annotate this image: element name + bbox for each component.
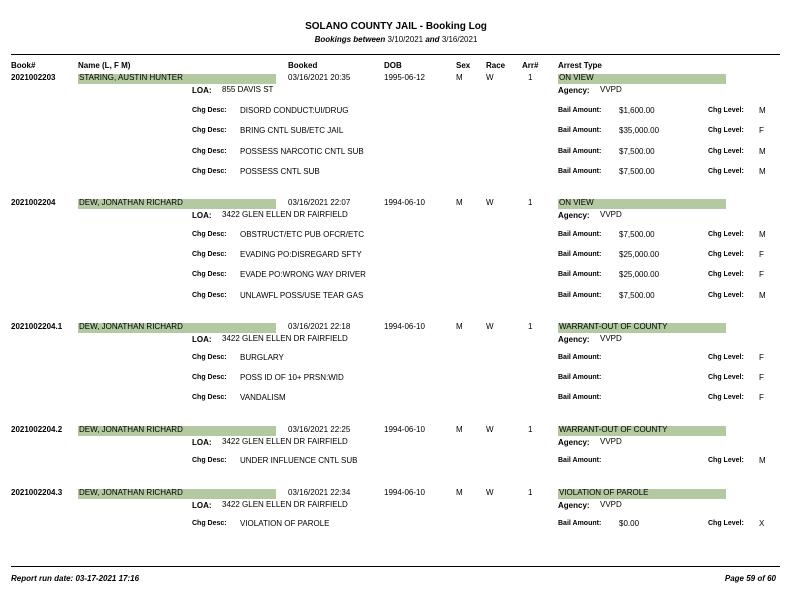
subtitle-prefix: Bookings between [314,35,386,44]
chg-level-value: F [759,250,764,259]
chg-level-label: Chg Level: [708,374,744,381]
chg-desc-label: Chg Desc: [192,374,227,381]
chg-level-label: Chg Level: [708,394,744,401]
bail-amount-value: $0.00 [619,519,640,528]
chg-desc-label: Chg Desc: [192,354,227,361]
chg-level-value: M [759,167,766,176]
booked-datetime: 03/16/2021 22:07 [288,198,351,207]
chg-level-label: Chg Level: [708,271,744,278]
header-divider [11,54,780,55]
loa-label: LOA: [192,438,212,447]
bail-amount-label: Bail Amount: [558,168,602,175]
inmate-name: DEW, JONATHAN RICHARD [79,198,183,207]
arrest-type: VIOLATION OF PAROLE [559,488,649,497]
bail-amount-label: Bail Amount: [558,107,602,114]
agency-value: VVPD [600,500,622,509]
arrest-type: WARRANT-OUT OF COUNTY [559,322,668,331]
chg-desc-value: BRING CNTL SUB/ETC JAIL [240,126,344,135]
bail-amount-value: $25,000.00 [619,270,660,279]
chg-desc-label: Chg Desc: [192,251,227,258]
chg-level-label: Chg Level: [708,520,744,527]
chg-level-value: M [759,230,766,239]
agency-value: VVPD [600,210,622,219]
agency-value: VVPD [600,437,622,446]
chg-desc-value: POSSESS CNTL SUB [240,167,320,176]
loa-label: LOA: [192,335,212,344]
chg-level-label: Chg Level: [708,168,744,175]
chg-desc-value: UNLAWFL POSS/USE TEAR GAS [240,291,364,300]
chg-level-label: Chg Level: [708,251,744,258]
race: W [486,198,494,207]
chg-level-value: M [759,106,766,115]
arrest-type: ON VIEW [559,73,594,82]
chg-desc-label: Chg Desc: [192,107,227,114]
bail-amount-value: $35,000.00 [619,126,660,135]
bail-amount-label: Bail Amount: [558,127,602,134]
sex: M [456,425,463,434]
chg-desc-value: DISORD CONDUCT:UI/DRUG [240,106,349,115]
book-number: 2021002204.2 [11,425,63,434]
arrest-type: ON VIEW [559,198,594,207]
bail-amount-value: $7,500.00 [619,230,655,239]
bail-amount-label: Bail Amount: [558,251,602,258]
chg-level-value: F [759,126,764,135]
col-sex: Sex [456,61,471,70]
chg-desc-label: Chg Desc: [192,231,227,238]
booked-datetime: 03/16/2021 22:18 [288,322,351,331]
chg-desc-value: VANDALISM [240,393,286,402]
booked-datetime: 03/16/2021 22:25 [288,425,351,434]
page-number: Page 59 of 60 [724,574,776,583]
bail-amount-value: $7,500.00 [619,167,655,176]
chg-level-label: Chg Level: [708,354,744,361]
dob: 1994-06-10 [384,425,425,434]
chg-desc-value: POSS ID OF 10+ PRSN:WID [240,373,344,382]
arrest-type: WARRANT-OUT OF COUNTY [559,425,668,434]
bail-amount-label: Bail Amount: [558,520,602,527]
arrest-number: 1 [528,73,533,82]
chg-desc-value: EVADING PO:DISREGARD SFTY [240,250,362,259]
bail-amount-value: $7,500.00 [619,291,655,300]
bail-amount-value: $7,500.00 [619,147,655,156]
race: W [486,488,494,497]
dob: 1994-06-10 [384,488,425,497]
bail-amount-label: Bail Amount: [558,354,602,361]
loa-value: 3422 GLEN ELLEN DR FAIRFIELD [222,334,348,343]
dob: 1995-06-12 [384,73,425,82]
chg-desc-label: Chg Desc: [192,168,227,175]
dob: 1994-06-10 [384,322,425,331]
sex: M [456,73,463,82]
subtitle-and: and [425,35,440,44]
race: W [486,322,494,331]
agency-value: VVPD [600,334,622,343]
loa-value: 3422 GLEN ELLEN DR FAIRFIELD [222,500,348,509]
booked-datetime: 03/16/2021 20:35 [288,73,351,82]
loa-value: 3422 GLEN ELLEN DR FAIRFIELD [222,210,348,219]
chg-level-value: F [759,393,764,402]
chg-desc-label: Chg Desc: [192,520,227,527]
chg-level-value: X [759,519,765,528]
dob: 1994-06-10 [384,198,425,207]
chg-desc-value: VIOLATION OF PAROLE [240,519,330,528]
chg-level-value: F [759,270,764,279]
chg-level-label: Chg Level: [708,457,744,464]
chg-desc-value: POSSESS NARCOTIC CNTL SUB [240,147,364,156]
bail-amount-label: Bail Amount: [558,148,602,155]
inmate-name: DEW, JONATHAN RICHARD [79,322,183,331]
arrest-number: 1 [528,425,533,434]
col-booked: Booked [288,61,318,70]
start-date: 3/10/2021 [387,35,424,44]
col-dob: DOB [384,61,402,70]
loa-value: 3422 GLEN ELLEN DR FAIRFIELD [222,437,348,446]
report-subtitle [0,35,792,44]
col-arr: Arr# [522,61,539,70]
chg-desc-label: Chg Desc: [192,394,227,401]
chg-level-label: Chg Level: [708,292,744,299]
book-number: 2021002204 [11,198,56,207]
chg-desc-value: BURGLARY [240,353,284,362]
chg-level-label: Chg Level: [708,107,744,114]
col-book: Book# [11,61,36,70]
report-title: SOLANO COUNTY JAIL - Booking Log [305,21,487,32]
bail-amount-label: Bail Amount: [558,394,602,401]
inmate-name: DEW, JONATHAN RICHARD [79,425,183,434]
col-name: Name (L, F M) [78,61,131,70]
loa-value: 855 DAVIS ST [222,85,274,94]
bail-amount-value: $1,600.00 [619,106,655,115]
sex: M [456,322,463,331]
chg-desc-label: Chg Desc: [192,127,227,134]
chg-desc-label: Chg Desc: [192,271,227,278]
inmate-name: DEW, JONATHAN RICHARD [79,488,183,497]
chg-desc-label: Chg Desc: [192,292,227,299]
chg-desc-label: Chg Desc: [192,457,227,464]
book-number: 2021002204.1 [11,322,63,331]
chg-level-label: Chg Level: [708,127,744,134]
chg-level-value: M [759,291,766,300]
agency-label: Agency: [558,211,590,220]
bail-amount-value: $25,000.00 [619,250,660,259]
chg-level-label: Chg Level: [708,231,744,238]
agency-value: VVPD [600,85,622,94]
loa-label: LOA: [192,86,212,95]
inmate-name: STARING, AUSTIN HUNTER [79,73,183,82]
agency-label: Agency: [558,501,590,510]
agency-label: Agency: [558,438,590,447]
loa-label: LOA: [192,211,212,220]
agency-label: Agency: [558,86,590,95]
chg-level-value: M [759,147,766,156]
arrest-number: 1 [528,488,533,497]
race: W [486,73,494,82]
race: W [486,425,494,434]
arrest-number: 1 [528,198,533,207]
chg-level-label: Chg Level: [708,148,744,155]
arrest-number: 1 [528,322,533,331]
sex: M [456,488,463,497]
bail-amount-label: Bail Amount: [558,292,602,299]
chg-level-value: F [759,373,764,382]
chg-desc-label: Chg Desc: [192,148,227,155]
bail-amount-label: Bail Amount: [558,231,602,238]
loa-label: LOA: [192,501,212,510]
chg-level-value: F [759,353,764,362]
book-number: 2021002204.3 [11,488,63,497]
agency-label: Agency: [558,335,590,344]
footer-divider [11,566,780,567]
col-race: Race [486,61,506,70]
col-arrest-type: Arrest Type [558,61,602,70]
chg-desc-value: OBSTRUCT/ETC PUB OFCR/ETC [240,230,365,239]
bail-amount-label: Bail Amount: [558,457,602,464]
sex: M [456,198,463,207]
chg-level-value: M [759,456,766,465]
booked-datetime: 03/16/2021 22:34 [288,488,351,497]
bail-amount-label: Bail Amount: [558,271,602,278]
chg-desc-value: EVADE PO:WRONG WAY DRIVER [240,270,366,279]
end-date: 3/16/2021 [441,35,478,44]
chg-desc-value: UNDER INFLUENCE CNTL SUB [240,456,358,465]
report-run-date: Report run date: 03-17-2021 17:16 [11,574,140,583]
bail-amount-label: Bail Amount: [558,374,602,381]
book-number: 2021002203 [11,73,56,82]
